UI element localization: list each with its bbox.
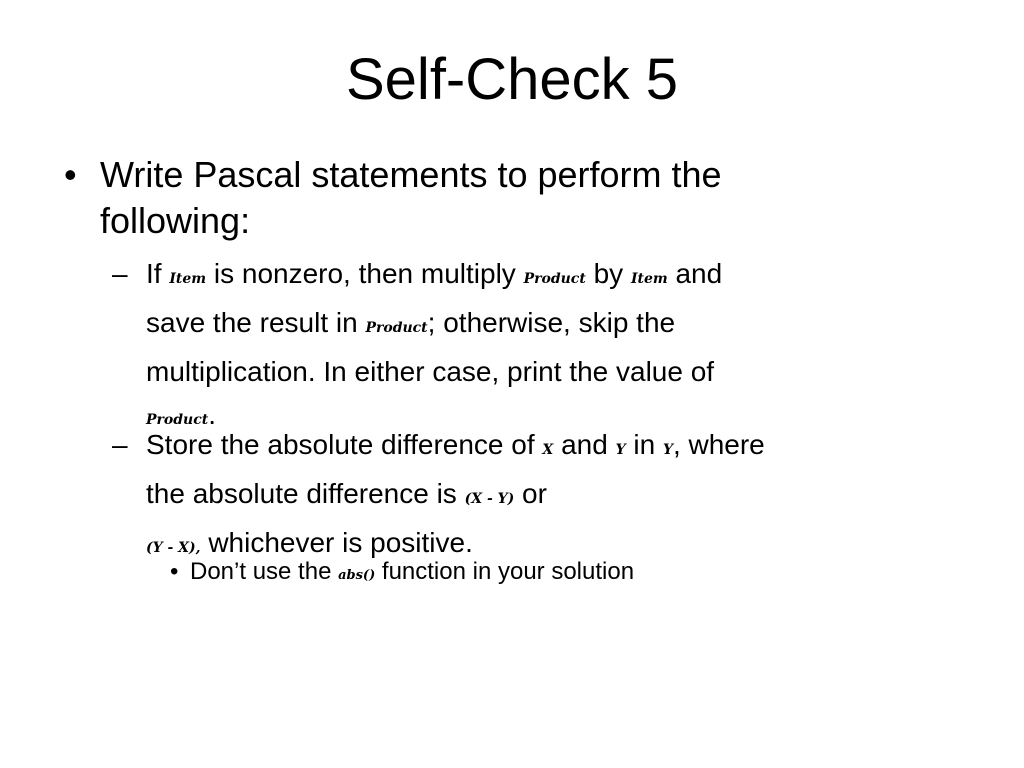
text-run: or <box>514 478 547 509</box>
sub-item-product <box>112 252 902 442</box>
text-run: function in your solution <box>375 558 635 585</box>
sub-item-text <box>112 252 902 442</box>
text-run: save the result in <box>146 307 366 338</box>
code-y: Y <box>662 442 673 458</box>
text-run: Don’t use the <box>190 558 339 585</box>
text-run: If <box>146 258 170 289</box>
code-product: Product <box>365 320 428 336</box>
text-run: whichever is positive. <box>200 527 473 558</box>
text-run: and <box>667 258 723 289</box>
code-item: Item <box>630 271 668 287</box>
text-run: , where <box>672 429 765 460</box>
bullet-item <box>64 152 834 244</box>
note-bullet-marker: • <box>170 558 179 585</box>
code-y-minus-x: (Y - X), <box>146 540 201 556</box>
text-run: by <box>585 258 631 289</box>
code-abs: abs() <box>338 568 376 583</box>
code-x: X <box>542 442 554 458</box>
text-run: ; otherwise, skip the <box>427 307 676 338</box>
text-run: Store the absolute difference of <box>146 429 543 460</box>
code-y: Y <box>615 442 626 458</box>
text-run: is nonzero, then multiply <box>206 258 524 289</box>
note-item <box>170 556 870 592</box>
text-run: and <box>553 429 616 460</box>
bullet-text-line1: Write Pascal statements to perform the <box>100 154 722 195</box>
dash-marker: – <box>112 258 128 289</box>
code-x-minus-y: (X - Y) <box>464 491 515 507</box>
code-product: Product <box>146 412 209 428</box>
text-run: the absolute difference is <box>146 478 465 509</box>
code-product: Product <box>523 271 586 287</box>
note-text <box>170 556 870 592</box>
sub-item-text <box>112 423 902 570</box>
code-item: Item <box>169 271 207 287</box>
slide-title: Self-Check 5 <box>345 47 679 112</box>
text-run: multiplication. In either case, print the value of <box>146 356 715 387</box>
sub-item-abs-difference <box>112 423 902 570</box>
dash-marker: – <box>112 429 128 460</box>
bullet-marker: • <box>64 154 77 195</box>
text-run: in <box>625 429 663 460</box>
text-run: . <box>208 399 216 430</box>
bullet-text-line2: following: <box>100 200 251 241</box>
bullet-text <box>64 152 834 244</box>
